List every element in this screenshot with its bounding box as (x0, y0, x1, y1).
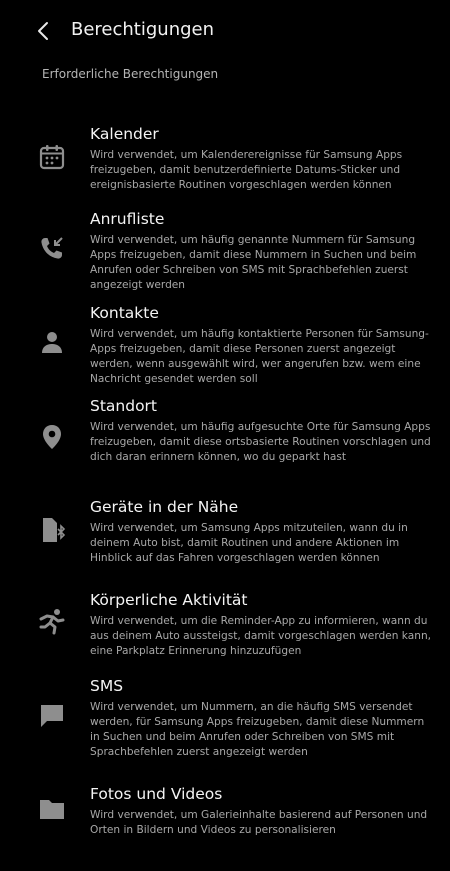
person-icon (38, 328, 66, 356)
permission-name: Geräte in der Nähe (90, 498, 239, 516)
permission-name: Standort (90, 397, 158, 415)
permission-description: Wird verwendet, um Kalenderereignisse für Samsung Apps freizugeben, damit benutzerdefinierte Datums-Sticker und ereignisbasierte Routinen vorgeschlagen werden können (90, 149, 403, 191)
permission-name: Kontakte (90, 304, 159, 322)
nearby-devices-icon (38, 516, 66, 544)
sms-icon (38, 701, 66, 729)
permission-description: Wird verwendet, um Galerieinhalte basierend auf Personen und Orten in Bildern und Videos zu personalisieren (90, 809, 428, 836)
calendar-icon (38, 143, 66, 171)
permission-name: Anrufliste (90, 210, 165, 228)
page-title: Berechtigungen (71, 19, 215, 40)
permission-name: Körperliche Aktivität (90, 591, 248, 609)
permission-description: Wird verwendet, um häufig genannte Nummern für Samsung Apps freizugeben, damit diese Nummern in Suchen und beim Anrufen oder Schreiben von SMS mit Sprachbefehlen zuerst angezeigt werden (90, 234, 417, 291)
physical-activity-icon (38, 607, 66, 635)
folder-icon (38, 795, 66, 823)
back-button[interactable] (30, 17, 58, 45)
location-pin-icon (38, 423, 66, 451)
permission-description: Wird verwendet, um häufig kontaktierte Personen für Samsung-Apps freizugeben, damit diese Personen zuerst angezeigt werden, wenn ausgewählt wird, wer angerufen bzw. wem eine Nachricht gesendet werden soll (90, 328, 429, 385)
permission-name: Kalender (90, 125, 159, 143)
permission-description: Wird verwendet, um Nummern, an die häufig SMS versendet werden, für Samsung Apps freizugeben, damit diese Nummern in Suchen und beim Anrufen oder Schreiben von SMS mit Sprachbefehlen zuerst angezeigt werden (90, 701, 425, 758)
call-log-icon (38, 234, 66, 262)
app-header (0, 0, 450, 62)
permission-name: SMS (90, 677, 124, 695)
permission-description: Wird verwendet, um häufig aufgesuchte Orte für Samsung Apps freizugeben, damit diese ortsbasierte Routinen vorschlagen und dich daran erinnern können, wo du geparkt hast (90, 421, 431, 463)
permission-description: Wird verwendet, um Samsung Apps mitzuteilen, wann du in deinem Auto bist, damit Routinen und andere Aktionen im Hinblick auf das Fahren vorgeschlagen werden können (90, 522, 408, 564)
chevron-left-icon (30, 17, 58, 45)
permission-description: Wird verwendet, um die Reminder-App zu informieren, wann du aus deinem Auto aussteigst, damit vorgeschlagen werden kann, eine Parkplatz Erinnerung hinzuzufügen (90, 615, 432, 657)
permission-name: Fotos und Videos (90, 785, 223, 803)
section-label: Erforderliche Berechtigungen (42, 67, 219, 81)
